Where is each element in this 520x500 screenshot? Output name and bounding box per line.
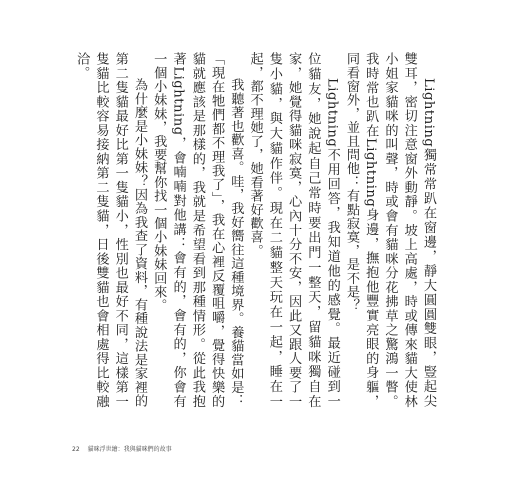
- paragraph-2: Lightning不用回答，我知道他的感覺。最近碰到一位貓友，她說起自己常時要出門一整天，留貓咪獨自在家，她覺得貓咪寂寞，心內十分不安，因此又跟人要了一隻小貓，與大貓作伴。現在二貓整天玩在一起，睡在一起，都不理她了，她看著好歡喜。: [247, 52, 340, 408]
- paragraph-4: 為什麼是小妹妹？因為我查了資料，有種說法是家裡的第二隻貓最好比第一隻貓小，性別也最好不同，這樣第一隻貓比較容易接納第二隻貓，日後雙貓也會相處得比較融洽。: [74, 52, 148, 408]
- paragraph-3: 我聽著也歡喜。哇，我好嚮往這種境界。養貓當如是：「現在牠們都不理我了」，我在心裡反覆咀嚼，覺得快樂的貓就應該是那樣的，我就是希望看到那種情形。從此我抱著Lightning，會喃喃對他講：會有的，會有的，你會有一個小妹妹，我要幫你找一個小妹妹回來。: [151, 52, 244, 408]
- page-footer: [72, 444, 172, 453]
- running-title: 貓咪浮世繪：我與貓咪們的故事: [87, 446, 172, 453]
- vertical-text-body: [74, 52, 438, 408]
- paragraph-1: Lightning獨常常趴在窗邊，靜大圓圓雙眼，豎起尖雙耳，密切注意窗外動靜。坡上高處，時或傳來貓大使林小姐家貓咪的叫聲，時或會有貓咪分花拂草之驚鴻一瞥。我時常也趴在Lightning身邊，撫抱他豐實亮眼的身軀，同看窗外，並且問他：有點寂寞，是不是？: [343, 52, 436, 408]
- page-number: 22: [72, 446, 80, 453]
